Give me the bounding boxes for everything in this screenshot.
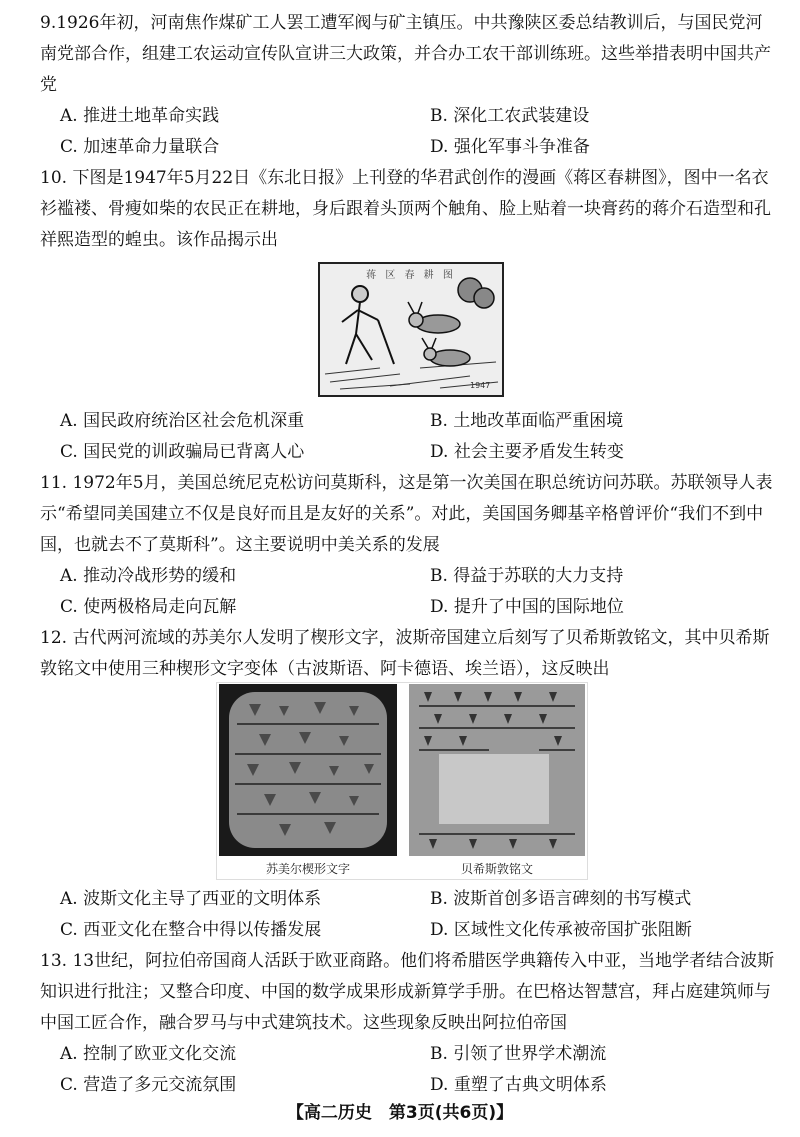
- behistun-inscription-figure: [409, 684, 585, 879]
- option-c: C. 营造了多元交流氛围: [60, 1075, 237, 1095]
- options: [40, 561, 775, 623]
- behistun-inscription-image: [409, 684, 585, 856]
- cartoon-drawing: [320, 264, 502, 395]
- question-stem: 11. 1972年5月，美国总统尼克松访问莫斯科，这是第一次美国在职总统访问苏联。苏联领导人表示“希望同美国建立不仅是良好而且是友好的关系”。对此，美国国务卿基辛格曾评价“我们不到中国，也就去不了莫斯科”。这主要说明中美关系的发展: [40, 473, 773, 555]
- question-stem: 10. 下图是1947年5月22日《东北日报》上刊登的华君武创作的漫画《蒋区春耕图》，图中一名衣衫褴褛、骨瘦如柴的农民正在耕地，身后跟着头顶两个触角、脸上贴着一块膏药的蒋介石造型和孔祥熙造型的蝗虫。该作品揭示出: [40, 168, 771, 250]
- option-a: A. 波斯文化主导了西亚的文明体系: [60, 889, 322, 909]
- option-d: D. 重塑了古典文明体系: [430, 1075, 607, 1095]
- option-c: C. 加速革命力量联合: [60, 137, 220, 157]
- option-d: D. 区域性文化传承被帝国扩张阻断: [430, 920, 692, 940]
- figure-caption: 苏美尔楔形文字: [265, 862, 350, 876]
- question-11: [40, 468, 775, 623]
- figure-caption: 贝希斯敦铭文: [460, 862, 533, 876]
- question-12-options: [40, 884, 775, 946]
- options: [40, 1039, 775, 1101]
- option-a: A. 国民政府统治区社会危机深重: [60, 411, 305, 431]
- question-10: [40, 163, 775, 256]
- options: [40, 406, 775, 468]
- options: [40, 101, 775, 163]
- sumerian-tablet-figure: [219, 684, 397, 879]
- option-b: B. 波斯首创多语言碑刻的书写模式: [430, 889, 692, 909]
- question-10-options: [40, 406, 775, 468]
- question-12: [40, 623, 775, 685]
- option-b: B. 得益于苏联的大力支持: [430, 566, 624, 586]
- options: [40, 884, 775, 946]
- cartoon-title-lettering: 蒋 区 春 耕 图: [366, 270, 456, 281]
- option-a: A. 推动冷战形势的缓和: [60, 566, 237, 586]
- page-footer: 【高二历史 第3页(共6页)】: [286, 1103, 514, 1123]
- sumerian-tablet-image: [219, 684, 397, 856]
- option-b: B. 深化工农武装建设: [430, 106, 590, 126]
- cartoon-image: [318, 262, 504, 397]
- question-stem: 13. 13世纪，阿拉伯帝国商人活跃于欧亚商路。他们将希腊医学典籍传入中亚，当地学者结合波斯知识进行批注；又整合印度、中国的数学成果形成新算学手册。在巴格达智慧宫，拜占庭建筑师与中国工匠合作，融合罗马与中式建筑技术。这些现象反映出阿拉伯帝国: [40, 951, 775, 1033]
- option-a: A. 推进土地革命实践: [60, 106, 220, 126]
- question-stem: 9.1926年初，河南焦作煤矿工人罢工遭军阀与矿主镇压。中共豫陕区委总结教训后，与国民党河南党部合作，组建工农运动宣传队宣讲三大政策，并合办工农干部训练班。这些举措表明中国共产党: [40, 13, 771, 95]
- question-stem: 12. 古代两河流域的苏美尔人发明了楔形文字，波斯帝国建立后刻写了贝希斯敦铭文，其中贝希斯敦铭文中使用三种楔形文字变体（古波斯语、阿卡德语、埃兰语），这反映出: [40, 628, 770, 679]
- option-a: A. 控制了欧亚文化交流: [60, 1044, 237, 1064]
- option-d: D. 社会主要矛盾发生转变: [430, 442, 624, 462]
- question-9: [40, 8, 775, 163]
- svg-text:1947: 1947: [470, 381, 491, 390]
- option-b: B. 引领了世界学术潮流: [430, 1044, 607, 1064]
- option-c: C. 使两极格局走向瓦解: [60, 597, 237, 617]
- option-d: D. 提升了中国的国际地位: [430, 597, 624, 617]
- option-b: B. 土地改革面临严重困境: [430, 411, 624, 431]
- option-c: C. 西亚文化在整合中得以传播发展: [60, 920, 322, 940]
- option-c: C. 国民党的训政骗局已背离人心: [60, 442, 305, 462]
- option-d: D. 强化军事斗争准备: [430, 137, 590, 157]
- question-13: [40, 946, 775, 1101]
